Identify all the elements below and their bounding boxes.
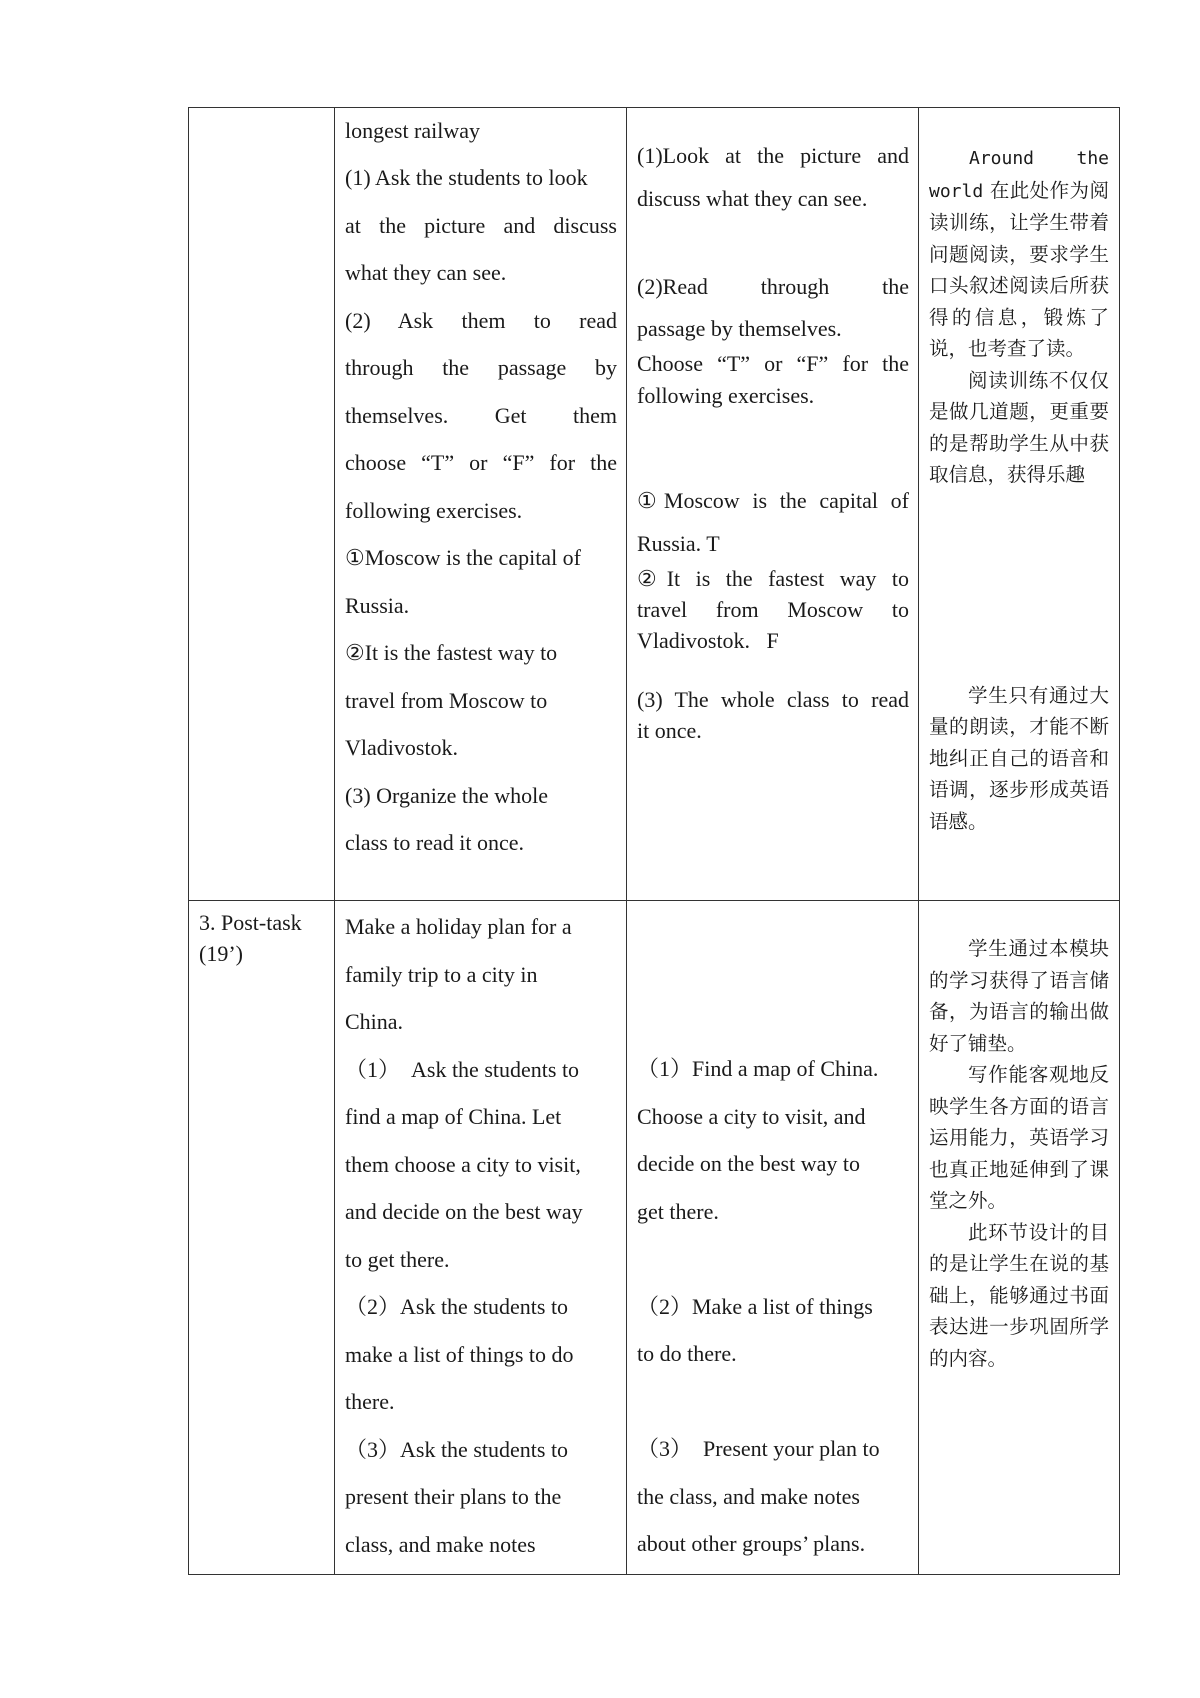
student-line: discuss what they can see. <box>637 185 868 211</box>
student-line: travel from Moscow to <box>637 596 909 622</box>
teacher-line: choose “T” or “F” for the <box>345 450 617 475</box>
student-line: decide on the best way to <box>637 1151 860 1176</box>
student-activity-cell <box>627 108 919 901</box>
teacher-line: find a map of China. Let <box>345 1104 562 1129</box>
teacher-line: (3) Organize the whole <box>345 782 549 808</box>
student-line: Vladivostok. F <box>637 627 779 653</box>
step-cell <box>189 901 335 1575</box>
student-line: ①Moscow is the capital of <box>637 488 909 513</box>
student-line: Choose “T” or “F” for the <box>637 351 909 376</box>
teacher-line: family trip to a city in <box>345 961 538 987</box>
teacher-line: (2) Ask them to read <box>345 307 617 333</box>
teacher-activity-cell <box>335 901 627 1575</box>
teacher-line: ①Moscow is the capital of <box>345 545 582 570</box>
teacher-line: China. <box>345 1009 404 1034</box>
teacher-line: there. <box>345 1389 395 1414</box>
table-row <box>189 108 1120 901</box>
design-notes-cell <box>919 108 1120 901</box>
note-line: Around the <box>969 148 1109 169</box>
teacher-activity-cell <box>335 108 627 901</box>
teacher-line: Make a holiday plan for a <box>345 914 572 939</box>
teacher-line: them choose a city to visit, <box>345 1151 581 1177</box>
teacher-line: travel from Moscow to <box>345 687 548 713</box>
student-line: (2)Read through the <box>637 273 909 299</box>
teacher-line: and decide on the best way <box>345 1199 583 1224</box>
step-cell <box>189 108 335 901</box>
design-notes-cell <box>919 901 1120 1575</box>
teacher-line: Vladivostok. <box>345 735 459 760</box>
student-line: passage by themselves. <box>637 316 842 341</box>
teacher-line: at the picture and discuss <box>345 212 617 238</box>
note-paragraph: 学生只有通过大量的朗读，才能不断地纠正自己的语音和语调，逐步形成英语语感。 <box>929 683 1109 833</box>
student-line: following exercises. <box>637 383 815 408</box>
student-activity-cell <box>627 901 919 1575</box>
student-line: (1)Look at the picture and <box>637 143 909 168</box>
table-row <box>189 901 1120 1575</box>
teacher-line: class to read it once. <box>345 830 524 855</box>
teacher-line: through the passage by <box>345 355 617 380</box>
teacher-line: class, and make notes <box>345 1531 536 1557</box>
teacher-line: Russia. <box>345 592 410 618</box>
note-paragraph: 此环节设计的目的是让学生在说的基础上，能够通过书面表达进一步巩固所学的内容。 <box>929 1220 1109 1370</box>
step-time: (19’) <box>199 941 243 966</box>
teacher-line: （2）Ask the students to <box>345 1294 569 1319</box>
student-line: Russia. T <box>637 530 720 556</box>
student-line: it once. <box>637 717 702 743</box>
student-line: （3） Present your plan to <box>637 1436 880 1461</box>
teacher-line: （1） Ask the students to <box>345 1056 580 1082</box>
student-line: (3) The whole class to read <box>637 686 909 712</box>
note-paragraph: 写作能客观地反映学生各方面的语言运用能力，英语学习也真正地延伸到了课堂之外。 <box>929 1063 1109 1212</box>
step-title: 3. Post-task <box>199 910 302 935</box>
note-paragraph: world 在此处作为阅读训练，让学生带着问题阅读，要求学生口头叙述阅读后所获得的信息，锻炼了说，也考查了读。 <box>929 178 1109 360</box>
note-paragraph: 阅读训练不仅仅是做几道题，更重要的是帮助学生从中获取信息，获得乐趣 <box>929 368 1109 486</box>
student-line: about other groups’ plans. <box>637 1531 866 1556</box>
teacher-line: （3）Ask the students to <box>345 1436 569 1462</box>
teacher-line: to get there. <box>345 1246 450 1272</box>
student-line: ②It is the fastest way to <box>637 565 909 591</box>
teacher-line: ②It is the fastest way to <box>345 640 558 665</box>
student-line: （2）Make a list of things <box>637 1293 873 1319</box>
student-line: the class, and make notes <box>637 1483 860 1509</box>
note-paragraph: 学生通过本模块的学习获得了语言储备，为语言的输出做好了铺垫。 <box>929 937 1109 1055</box>
teacher-line: themselves. Get them <box>345 402 617 428</box>
lesson-plan-table <box>188 107 1120 1575</box>
teacher-line: make a list of things to do <box>345 1341 574 1367</box>
student-line: Choose a city to visit, and <box>637 1103 866 1129</box>
teacher-line: present their plans to the <box>345 1484 562 1509</box>
teacher-line: (1) Ask the students to look <box>345 165 588 190</box>
student-line: to do there. <box>637 1341 737 1366</box>
teacher-line: longest railway <box>345 118 481 143</box>
student-line: get there. <box>637 1198 719 1224</box>
teacher-line: what they can see. <box>345 260 507 285</box>
student-line: （1）Find a map of China. <box>637 1056 879 1081</box>
teacher-line: following exercises. <box>345 497 523 523</box>
